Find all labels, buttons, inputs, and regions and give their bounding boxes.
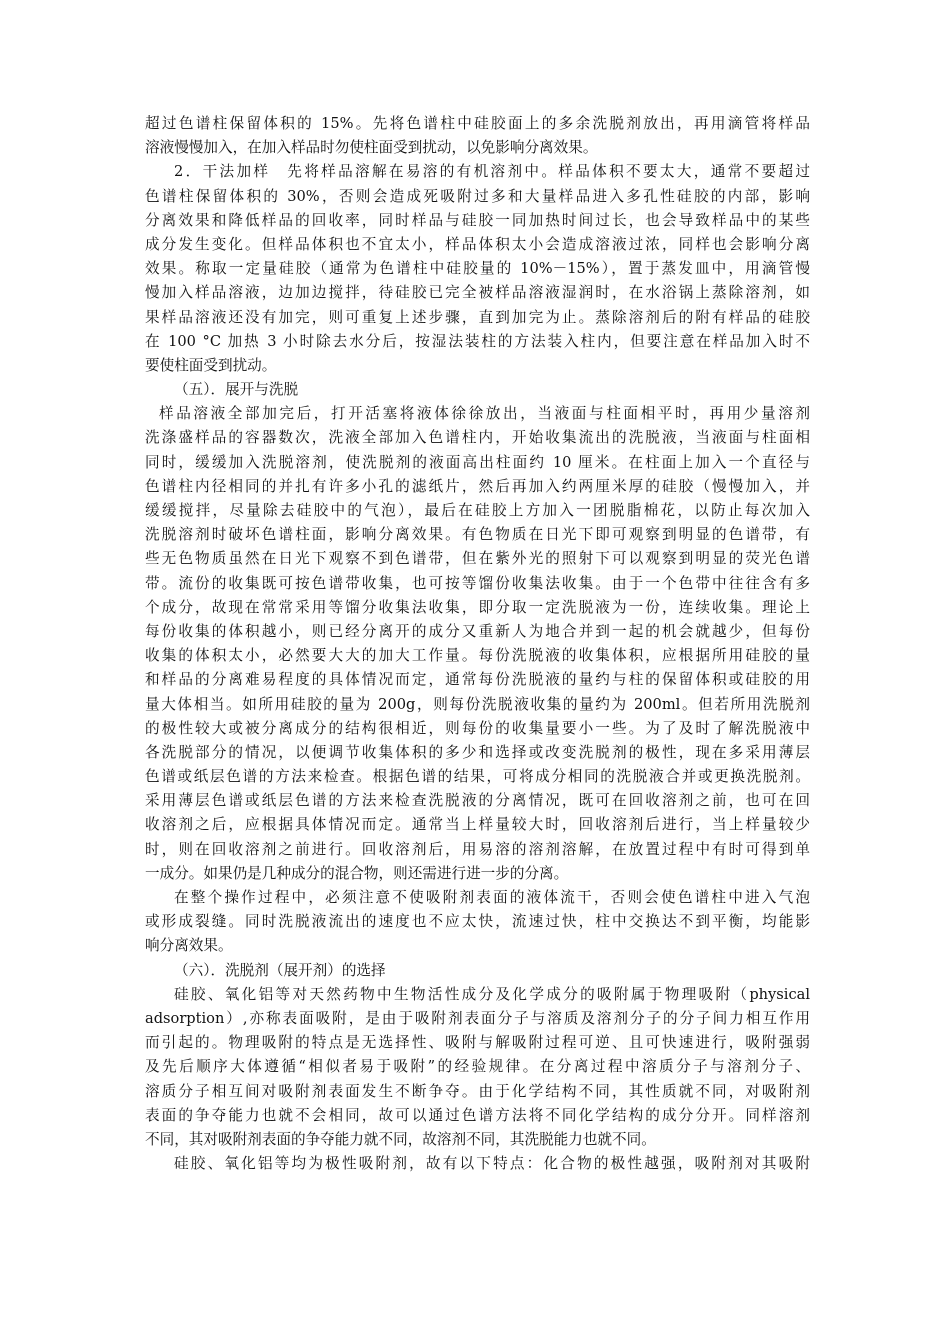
text-line: 个成分，故现在常常采用等馏分收集法收集，即分取一定洗脱液为一份，连续收集。理论上 [145, 598, 810, 616]
text-line: 洗涤盛样品的容器数次，洗液全部加入色谱柱内，开始收集流出的洗脱液，当液面与柱面相 [145, 429, 810, 447]
text-line: 在整个操作过程中，必须注意不使吸附剂表面的液体流干，否则会使色谱柱中进入气泡 [174, 889, 810, 906]
text-line: 硅胶、氧化铝等对天然药物中生物活性成分及化学成分的吸附属于物理吸附（physical [174, 985, 810, 1003]
text-line: 些无色物质虽然在日光下观察不到色谱带，但在紫外光的照射下可以观察到明显的荧光色谱 [145, 550, 810, 568]
text-line: 缓缓搅拌，尽量除去硅胶中的气泡），最后在硅胶上方加入一团脱脂棉花，以防止每次加入 [145, 502, 810, 519]
text-line: 成分发生变化。但样品体积也不宜太小，样品体积太小会造成溶液过浓，同样也会影响分离 [145, 235, 810, 253]
text-line: 色谱柱保留体积的 30%，否则会造成死吸附过多和大量样品进入多孔性硅胶的内部，影响 [145, 187, 810, 205]
text-line: 色谱或纸层色谱的方法来检查。根据色谱的结果，可将成分相同的洗脱液合并或更换洗脱剂。 [145, 768, 810, 786]
section-heading: （六）．洗脱剂（展开剂）的选择 [174, 961, 386, 979]
text-line: 量大体相当。如所用硅胶的量为 200g，则每份洗脱液收集的量约为 200ml。但若所用洗脱剂 [145, 695, 810, 713]
text-line: 及先后顺序大体遵循“相似者易于吸附”的经验规律。在分离过程中溶质分子与溶剂分子、 [145, 1058, 810, 1076]
text-line: 收溶剂之后，应根据具体情况而定。通常当上样量较大时，回收溶剂后进行，当上样量较少 [145, 816, 810, 834]
text-line: 收集的体积太小，必然要大大的加大工作量。每份洗脱液的收集体积，应根据所用硅胶的量 [145, 647, 810, 665]
text-line: 或形成裂缝。同时洗脱液流出的速度也不应太快，流速过快，柱中交换达不到平衡，均能影 [145, 913, 810, 931]
text-line: 慢加入样品溶液，边加边搅拌，待硅胶已完全被样品溶液湿润时，在水浴锅上蒸除溶剂，如 [145, 284, 810, 302]
text-line: 一成分。如果仍是几种成分的混合物，则还需进行进一步的分离。 [145, 864, 569, 882]
text-line: 响分离效果。 [145, 937, 233, 955]
text-line: 带。流份的收集既可按色谱带收集，也可按等馏份收集法收集。由于一个色带中往往含有多 [145, 574, 810, 592]
text-line: 溶质分子相互间对吸附剂表面发生不断争夺。由于化学结构不同，其性质就不同，对吸附剂 [145, 1082, 810, 1100]
text-line: 每份收集的体积越小，则已经分离开的成分又重新人为地合并到一起的机会就越少，但每份 [145, 622, 810, 640]
text-line: 样品溶液全部加完后，打开活塞将液体徐徐放出，当液面与柱面相平时，再用少量溶剂 [159, 405, 810, 423]
text-line: 要使柱面受到扰动。 [145, 356, 277, 374]
text-line: 的极性较大或被分离成分的结构很相近，则每份的收集量要小一些。为了及时了解洗脱液中 [145, 719, 810, 737]
text-line: 时，则在回收溶剂之前进行。回收溶剂后，用易溶的溶剂溶解，在放置过程中有时可得到单 [145, 840, 810, 858]
text-line: 分离效果和降低样品的回收率，同时样品与硅胶一同加热时间过长，也会导致样品中的某些 [145, 211, 810, 229]
text-line: 2．干法加样 先将样品溶解在易溶的有机溶剂中。样品体积不要太大，通常不要超过 [174, 163, 810, 181]
section-heading: （五）．展开与洗脱 [174, 381, 299, 399]
text-line: 色谱柱内径相同的并扎有许多小孔的滤纸片，然后再加入约两厘米厚的硅胶（慢慢加入，并 [145, 477, 810, 495]
text-line: 采用薄层色谱或纸层色谱的方法来检查洗脱液的分离情况，既可在回收溶剂之前，也可在回 [145, 792, 810, 810]
text-line: 超过色谱柱保留体积的 15%。先将色谱柱中硅胶面上的多余洗脱剂放出，再用滴管将样品 [145, 115, 810, 132]
text-line: 溶液慢慢加入，在加入样品时勿使柱面受到扰动，以免影响分离效果。 [145, 139, 598, 157]
text-line: 表面的争夺能力也就不会相同，故可以通过色谱方法将不同化学结构的成分分开。同样溶剂 [145, 1106, 810, 1124]
text-line: 在 100 °C 加热 3 小时除去水分后，按湿法装柱的方法装入柱内，但要注意在样品加入时不 [145, 332, 810, 350]
text-line: 效果。称取一定量硅胶（通常为色谱柱中硅胶量的 10%－15%），置于蒸发皿中，用滴管慢 [145, 260, 810, 278]
text-line: 同时，缓缓加入洗脱溶剂，使洗脱剂的液面高出柱面约 10 厘米。在柱面上加入一个直径与 [145, 453, 810, 471]
text-line: 果样品溶液还没有加完，则可重复上述步骤，直到加完为止。蒸除溶剂后的附有样品的硅胶 [145, 308, 810, 326]
text-line: adsorption）,亦称表面吸附，是由于吸附剂表面分子与溶质及溶剂分子的分子间力相互作用 [145, 1009, 810, 1027]
text-line: 各洗脱部分的情况，以便调节收集体积的多少和选择或改变洗脱剂的极性，现在多采用薄层 [145, 743, 810, 761]
text-line: 洗脱溶剂时破坏色谱柱面，影响分离效果。有色物质在日光下即可观察到明显的色谱带，有 [145, 526, 810, 544]
text-line: 而引起的。物理吸附的特点是无选择性、吸附与解吸附过程可逆、且可快速进行，吸附强弱 [145, 1034, 810, 1052]
text-line: 硅胶、氧化铝等均为极性吸附剂，故有以下特点：化合物的极性越强，吸附剂对其吸附 [174, 1155, 810, 1173]
document-page [145, 112, 810, 1176]
text-line: 和样品的分离难易程度的具体情况而定，通常每份洗脱液的量约与柱的保留体积或硅胶的用 [145, 671, 810, 689]
text-line: 不同，其对吸附剂表面的争夺能力就不同，故溶剂不同，其洗脱能力也就不同。 [145, 1130, 656, 1148]
